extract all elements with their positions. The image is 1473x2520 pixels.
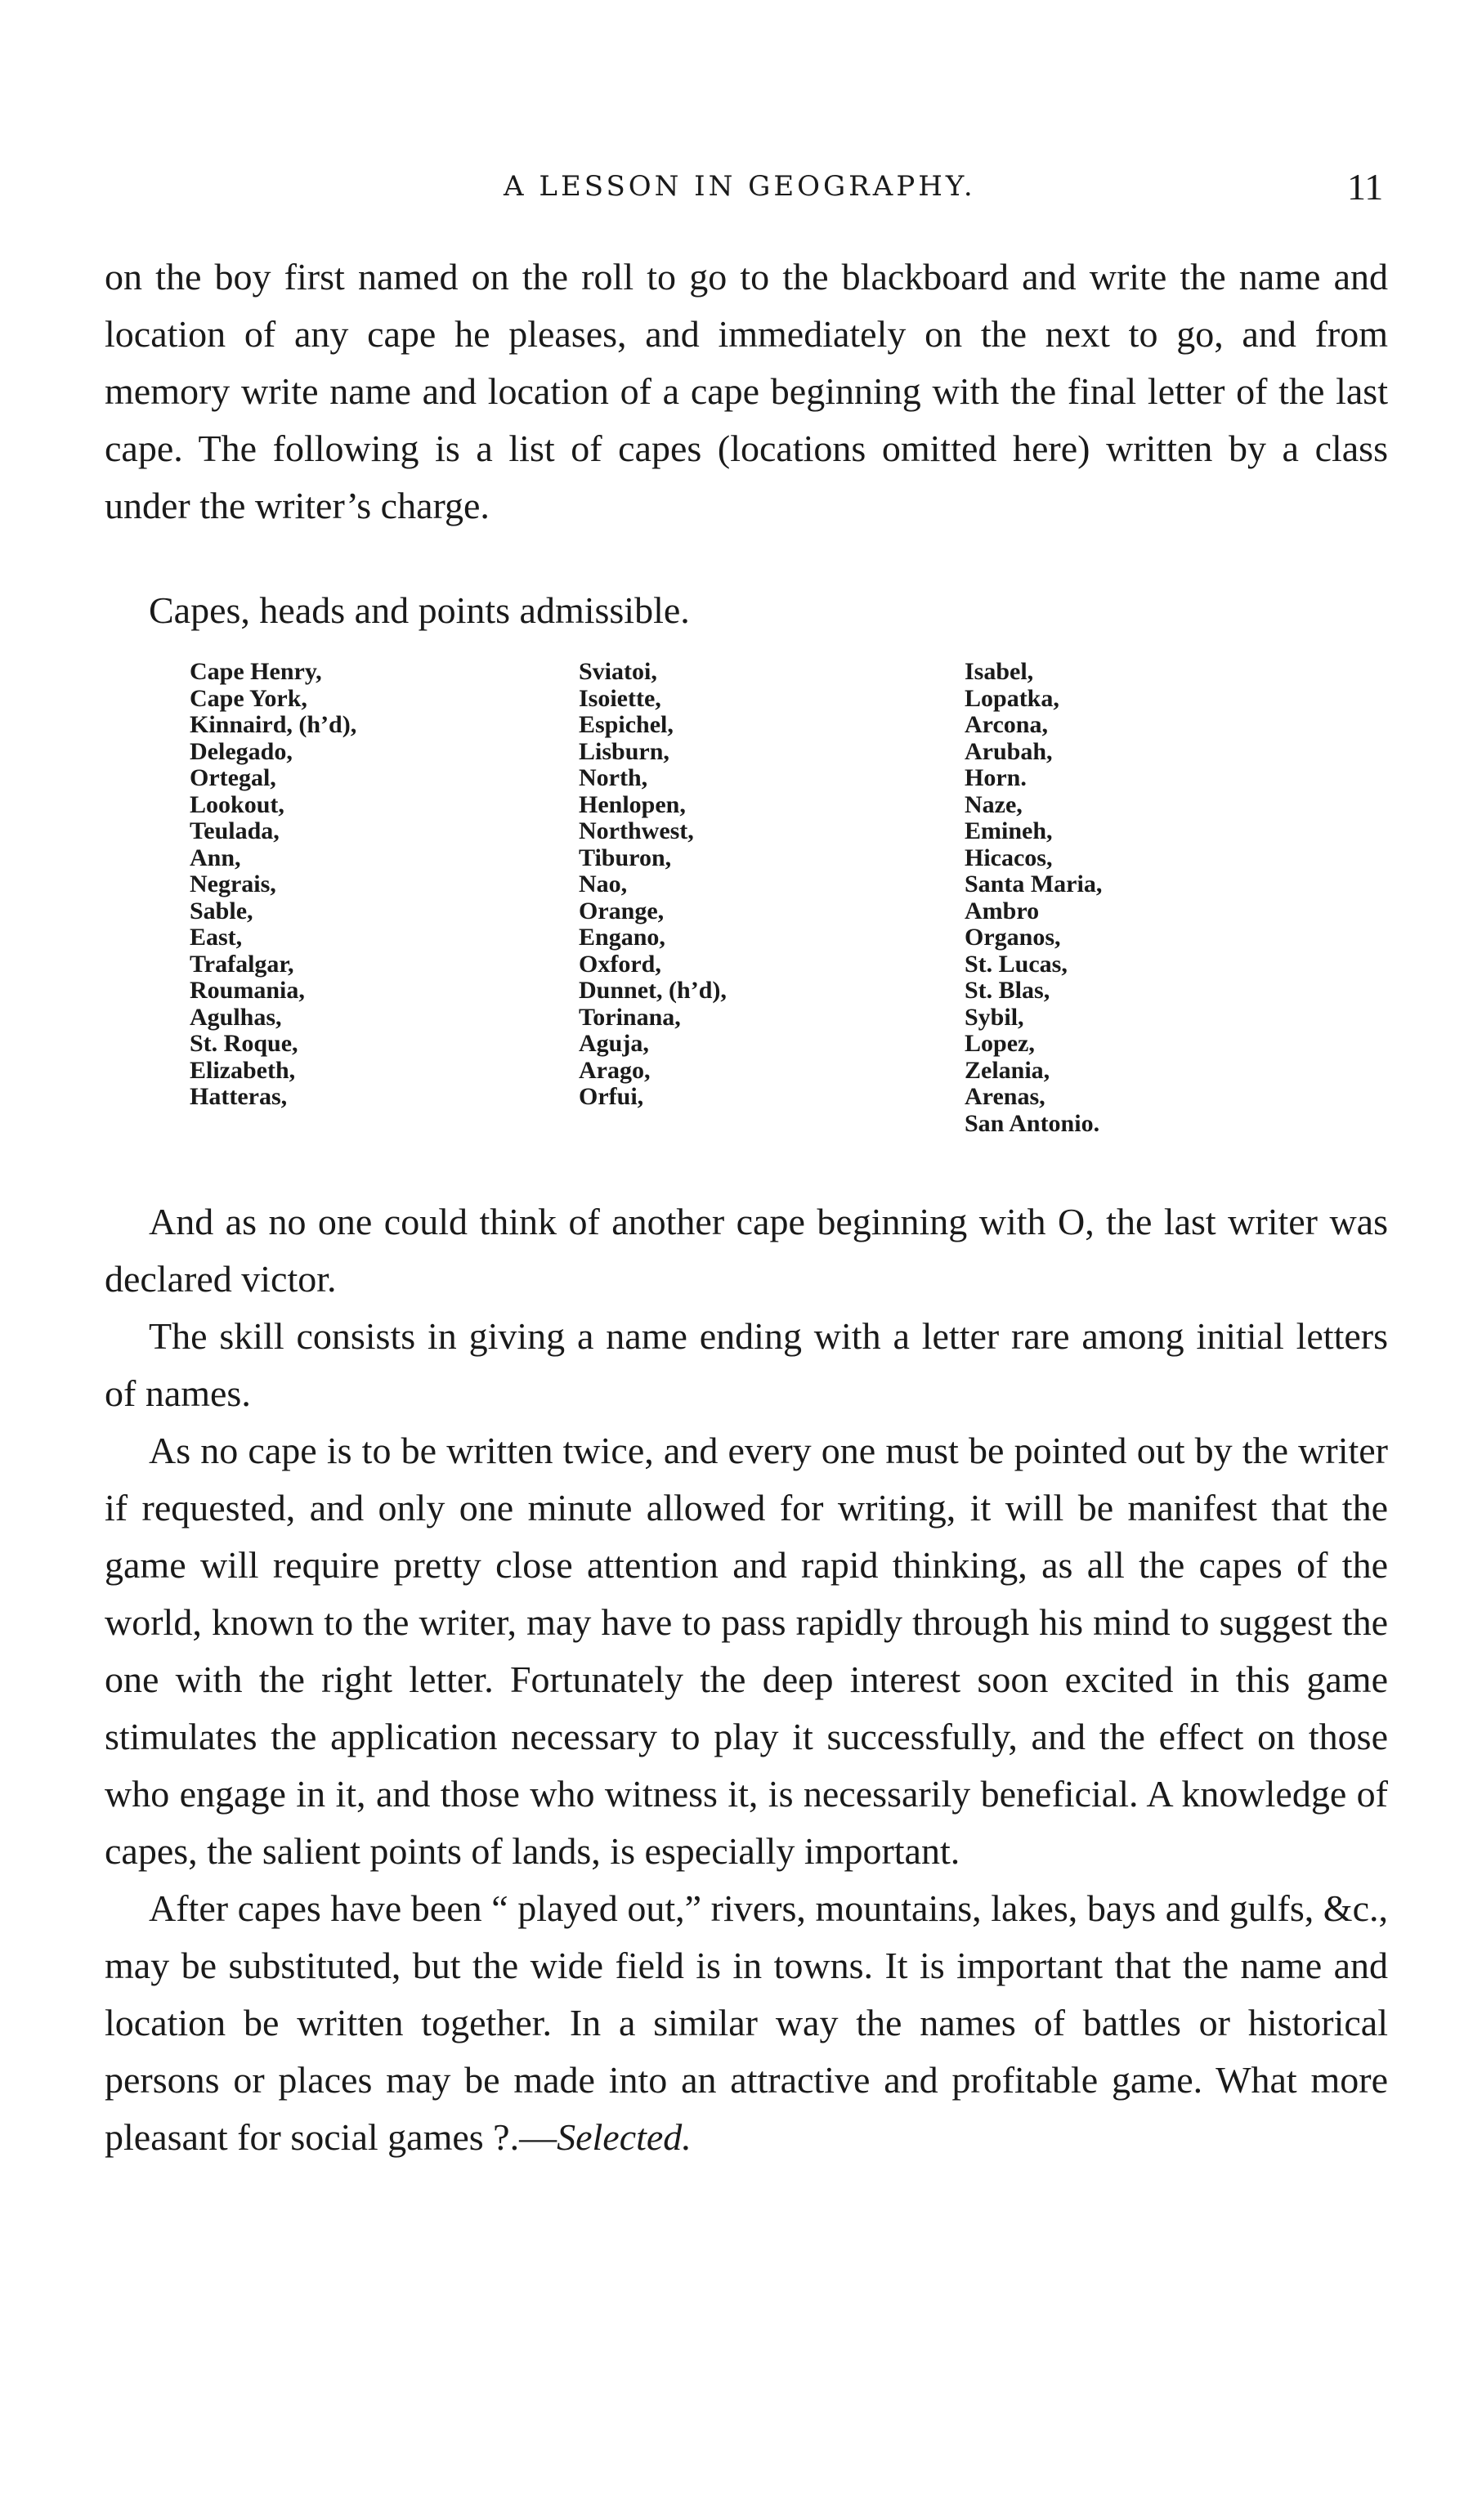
paragraph-continued: on the boy first named on the roll to go to the blackboard and write the name and location of any cape he pleases, and immediately on the next to go, and from memory write name and location of a cape beginning with the final letter of the last cape. The following is a list of capes (locations omitted here) written by a class under the writer’s charge. [105,256,1388,526]
running-title: A LESSON IN GEOGRAPHY. [504,170,976,203]
cape-name: Dunnet, (h’d), [579,977,727,1004]
cape-name: Hicacos, [965,844,1053,871]
cape-name: Elizabeth, [190,1056,296,1084]
cape-name: Arago, [579,1056,651,1084]
cape-name: Henlopen, [579,790,686,818]
text-block-top [105,248,1388,535]
capes-column-3 [965,659,1102,1137]
cape-name: Naze, [965,790,1023,818]
cape-name: Lopatka, [965,684,1059,712]
cape-name: Roumania, [190,977,305,1004]
cape-name: Santa Maria, [965,871,1103,897]
paragraph: As no cape is to be written twice, and every one must be pointed out by the writer if requested, and only one minute allowed for writing, it will be manifest that the game will require pretty close attention and rapid thinking, as all the capes of the world, known to the writer, may have to pass rapidly through his mind to suggest the one with the right letter. Fortunately the deep interest soon excited in this game stimulates the application necessary to play it successfully, and the effect on those who engage in it, and those who witness it, is necessarily beneficial. A knowledge of capes, the salient points of lands, is especially important. [105,1430,1388,1872]
cape-name: Kinnaird, (h’d), [190,711,357,738]
paragraph-final [105,1880,1388,2166]
capes-heading: Capes, heads and points admissible. [149,589,690,631]
text-block-bottom [105,1193,1388,2166]
cape-name: Lisburn, [579,737,669,765]
cape-name: Arenas, [965,1083,1045,1110]
cape-name: East, [190,924,243,951]
cape-name: Arcona, [965,711,1048,738]
cape-name: Horn. [965,764,1027,791]
cape-name: Cape Henry, [190,658,322,685]
paragraph: And as no one could think of another cape beginning with O, the last writer was declared victor. [105,1201,1388,1300]
cape-name: Lookout, [190,790,284,818]
cape-name: Northwest, [579,817,694,844]
cape-name: Espichel, [579,711,674,738]
page-number: 11 [1347,166,1384,208]
cape-name: Torinana, [579,1003,681,1031]
paragraph-text: After capes have been “ played out,” rivers, mountains, lakes, bays and gulfs, &c., may be substituted, but the wide field is in towns. It is important that the name and location be written together. In a similar way the names of battles or historical persons or places may be made into an attractive and profitable game. What more pleasant for social games ?.— [105,1887,1388,2158]
cape-name: Delegado, [190,737,293,765]
cape-name: Isoiette, [579,684,661,712]
cape-name: Isabel, [965,658,1034,685]
cape-name: Negrais, [190,871,276,897]
capes-column-2 [579,659,727,1111]
cape-name: Teulada, [190,817,280,844]
capes-list [0,659,1473,1190]
cape-name: Ambro [965,897,1040,924]
signature: Selected. [557,2116,692,2158]
cape-name: Emineh, [965,817,1053,844]
cape-name: Trafalgar, [190,950,294,978]
cape-name: Ortegal, [190,764,276,791]
cape-name: Orange, [579,897,665,924]
cape-name: Tiburon, [579,844,672,871]
cape-name: Orfui, [579,1083,644,1110]
cape-name: Aguja, [579,1030,649,1057]
cape-name: North, [579,764,648,791]
capes-column-1 [190,659,356,1111]
cape-name: San Antonio. [965,1109,1100,1137]
cape-name: Cape York, [190,684,307,712]
cape-name: Lopez, [965,1030,1035,1057]
cape-name: Nao, [579,871,628,897]
cape-name: Organos, [965,924,1061,951]
cape-name: Hatteras, [190,1083,288,1110]
running-head [0,166,1473,219]
cape-name: St. Roque, [190,1030,298,1057]
cape-name: Arubah, [965,737,1053,765]
cape-name: St. Lucas, [965,950,1068,978]
paragraph: The skill consists in giving a name ending with a letter rare among initial letters of names. [105,1315,1388,1414]
cape-name: Ann, [190,844,241,871]
cape-name: Sviatoi, [579,658,657,685]
cape-name: Agulhas, [190,1003,282,1031]
cape-name: St. Blas, [965,977,1050,1004]
cape-name: Oxford, [579,950,661,978]
cape-name: Sybil, [965,1003,1024,1031]
cape-name: Engano, [579,924,665,951]
cape-name: Sable, [190,897,253,924]
cape-name: Zelania, [965,1056,1050,1084]
